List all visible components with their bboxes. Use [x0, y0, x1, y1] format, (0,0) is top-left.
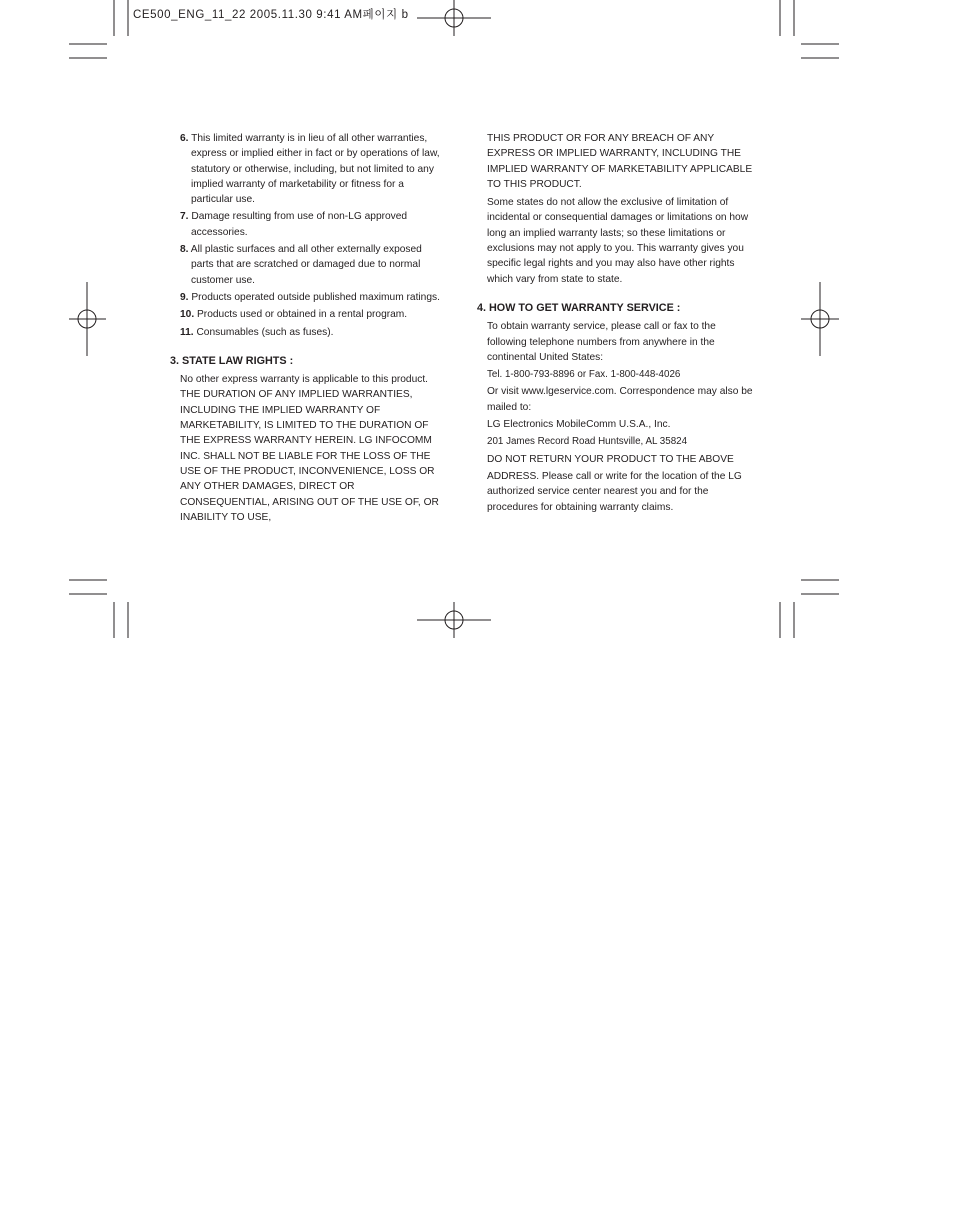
- exclusions-list: [170, 131, 440, 340]
- service-paragraph: To obtain warranty service, please call or fax to the following telephone numbers from anywhere in the continental United States:: [487, 321, 716, 363]
- do-not-return-line: DO NOT RETURN YOUR PRODUCT TO THE ABOVE: [487, 453, 734, 465]
- right-column: [477, 131, 757, 517]
- list-item: 6. This limited warranty is in lieu of all other warranties, express or implied either in fact or by operations of law, statutory or otherwise, including, but not limited to any implied warranty of marketability or fitness for a particular use.: [180, 133, 440, 206]
- list-item: 11. Consumables (such as fuses).: [180, 326, 334, 338]
- list-item: 10. Products used or obtained in a rental program.: [180, 309, 408, 321]
- states-note-paragraph: Some states do not allow the exclusive of limitation of incidental or consequential damages or limitations on how long an implied warranty lasts; so these limitations or exclusions may not apply to you. This warranty gives you specific legal rights and you may also have other rights which vary from state to state.: [487, 197, 749, 285]
- company-name-line: LG Electronics MobileComm U.S.A., Inc.: [487, 419, 671, 431]
- website-paragraph: Or visit www.lgeservice.com. Correspondence may also be mailed to:: [487, 386, 753, 413]
- left-column: [170, 131, 440, 527]
- list-item: 9. Products operated outside published maximum ratings.: [180, 291, 440, 303]
- print-slug: CE500_ENG_11_22 2005.11.30 9:41 AM페이지 b: [133, 9, 409, 21]
- service-center-paragraph: ADDRESS. Please call or write for the location of the LG authorized service center nearest you and for the procedures for obtaining warranty claims.: [487, 470, 742, 513]
- section-heading-state-law: 3. STATE LAW RIGHTS :: [170, 354, 294, 367]
- phone-fax-line: Tel. 1-800-793-8896 or Fax. 1-800-448-4026: [487, 369, 681, 381]
- list-item: 7. Damage resulting from use of non-LG approved accessories.: [180, 211, 408, 238]
- state-law-paragraph: No other express warranty is applicable to this product. THE DURATION OF ANY IMPLIED WARRANTIES, INCLUDING THE IMPLIED WARRANTY OF MARKETABILITY, IS LIMITED TO THE DURATION OF THE EXPRESS WARRANTY HEREIN. LG INFOCOMM INC. SHALL NOT BE LIABLE FOR THE LOSS OF THE USE OF THE PRODUCT, INCONVENIENCE, LOSS OR ANY OTHER DAMAGES, DIRECT OR CONSEQUENTIAL, ARISING OUT OF THE USE OF, OR INABILITY TO USE,: [180, 374, 439, 523]
- continuation-paragraph: THIS PRODUCT OR FOR ANY BREACH OF ANY EXPRESS OR IMPLIED WARRANTY, INCLUDING THE IMPLIED WARRANTY OF MARKETABILITY APPLICABLE TO THIS PRODUCT.: [487, 133, 753, 190]
- address-line: 201 James Record Road Huntsville, AL 35824: [487, 436, 688, 448]
- section-heading-warranty-service: 4. HOW TO GET WARRANTY SERVICE :: [477, 301, 681, 314]
- list-item: 8. All plastic surfaces and all other externally exposed parts that are scratched or damaged due to normal customer use.: [180, 244, 422, 286]
